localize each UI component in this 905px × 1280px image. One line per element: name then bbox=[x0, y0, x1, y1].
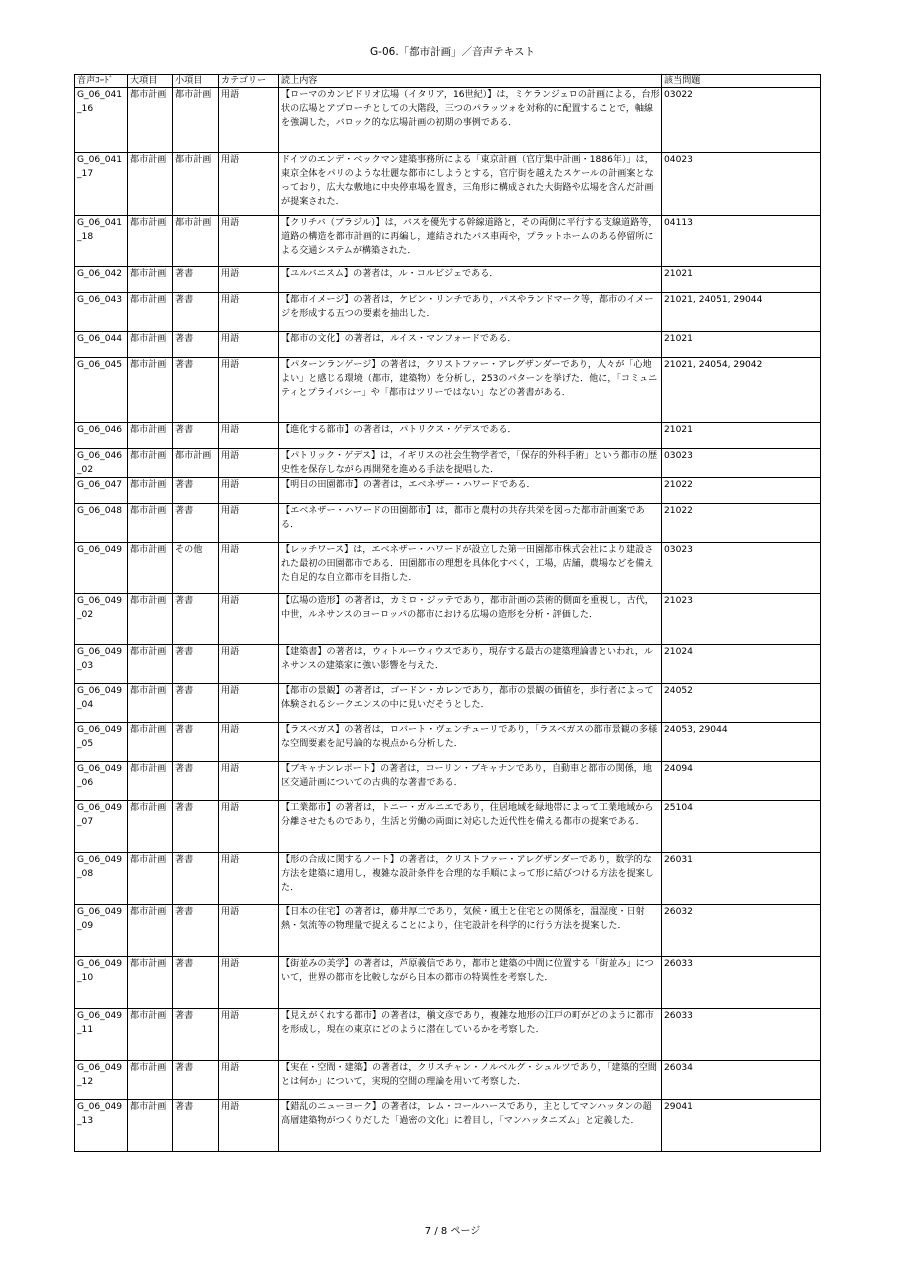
row-major: 都市計画 bbox=[128, 684, 173, 723]
row-code: G_06_041_17 bbox=[75, 153, 128, 216]
row-minor: 都市計画 bbox=[173, 153, 219, 216]
row-code: G_06_049_12 bbox=[75, 1061, 128, 1100]
row-major: 都市計画 bbox=[128, 332, 173, 358]
document-title: G-06.「都市計画」／音声テキスト bbox=[370, 46, 535, 58]
table-row bbox=[75, 762, 821, 801]
row-text: 【パターンランゲージ】の著者は，クリストファー・アレグザンダーであり，人々が「心地よい」と感じる環境（都市，建築物）を分析し，253のパターンを挙げた．他に，「コミュニティとプライバシー」や「都市はツリーではない」などの著書がある． bbox=[279, 358, 662, 423]
row-category: 用語 bbox=[219, 1061, 279, 1100]
row-code: G_06_049_06 bbox=[75, 762, 128, 801]
row-text: 【エベネザー・ハワードの田園都市】は，都市と農村の共存共栄を図った都市計画案である． bbox=[279, 504, 662, 543]
table-row bbox=[75, 594, 821, 645]
row-category: 用語 bbox=[219, 801, 279, 853]
row-minor: 著書 bbox=[173, 478, 219, 504]
row-text: 【進化する都市】の著者は，パトリクス・ゲデスである． bbox=[279, 423, 662, 449]
row-problems: 03023 bbox=[662, 449, 821, 478]
row-category: 用語 bbox=[219, 1009, 279, 1061]
row-minor: 著書 bbox=[173, 504, 219, 543]
row-minor: 著書 bbox=[173, 358, 219, 423]
row-major: 都市計画 bbox=[128, 449, 173, 478]
row-minor: 著書 bbox=[173, 853, 219, 905]
row-code: G_06_049_07 bbox=[75, 801, 128, 853]
row-problems: 04113 bbox=[662, 216, 821, 267]
row-code: G_06_049_10 bbox=[75, 957, 128, 1009]
row-problems: 21023 bbox=[662, 594, 821, 645]
row-category: 用語 bbox=[219, 905, 279, 957]
row-category: 用語 bbox=[219, 594, 279, 645]
row-minor: 著書 bbox=[173, 957, 219, 1009]
row-major: 都市計画 bbox=[128, 504, 173, 543]
row-problems: 24094 bbox=[662, 762, 821, 801]
row-text: 【街並みの美学】の著者は，芦原義信であり，都市と建築の中間に位置する「街並み」について，世界の都市を比較しながら日本の都市の特異性を考察した． bbox=[279, 957, 662, 1009]
table-row bbox=[75, 478, 821, 504]
column-header-category: カテゴリー bbox=[219, 75, 279, 88]
row-problems: 03023 bbox=[662, 543, 821, 594]
table-row bbox=[75, 1100, 821, 1152]
row-category: 用語 bbox=[219, 723, 279, 762]
row-minor: 著書 bbox=[173, 645, 219, 684]
table-row bbox=[75, 905, 821, 957]
row-text: 【形の合成に関するノート】の著者は，クリストファー・アレグザンダーであり，数学的な方法を建築に適用し，複雑な設計条件を合理的な手順によって形に結びつける方法を提案した． bbox=[279, 853, 662, 905]
row-minor: その他 bbox=[173, 543, 219, 594]
row-code: G_06_042 bbox=[75, 267, 128, 293]
row-minor: 著書 bbox=[173, 1009, 219, 1061]
row-major: 都市計画 bbox=[128, 358, 173, 423]
table-row bbox=[75, 504, 821, 543]
row-text: 【レッチワース】は，エベネザー・ハワードが設立した第一田園都市株式会社により建設された最初の田園都市である．田園都市の理想を具体化すべく，工場，店舗，農場などを備えた自足的な自立都市を目指した． bbox=[279, 543, 662, 594]
row-category: 用語 bbox=[219, 957, 279, 1009]
table-row bbox=[75, 723, 821, 762]
row-category: 用語 bbox=[219, 853, 279, 905]
row-category: 用語 bbox=[219, 1100, 279, 1152]
row-problems: 24053, 29044 bbox=[662, 723, 821, 762]
table-row bbox=[75, 332, 821, 358]
row-category: 用語 bbox=[219, 88, 279, 153]
row-category: 用語 bbox=[219, 762, 279, 801]
row-text: 【ローマのカンピドリオ広場（イタリア，16世紀）】は，ミケランジェロの計画による，台形状の広場とアプローチとしての大階段，三つのパラッツォを対称的に配置することで，軸線を強調した，バロック的な広場計画の初期の事例である． bbox=[279, 88, 662, 153]
row-code: G_06_041_16 bbox=[75, 88, 128, 153]
row-text: 【見えがくれする都市】の著者は，槇文彦であり，複雑な地形の江戸の町がどのように都市を形成し，現在の東京にどのように潜在しているかを考察した． bbox=[279, 1009, 662, 1061]
row-major: 都市計画 bbox=[128, 1100, 173, 1152]
row-minor: 著書 bbox=[173, 423, 219, 449]
row-code: G_06_049_05 bbox=[75, 723, 128, 762]
row-text: 【都市の景観】の著者は，ゴードン・カレンであり，都市の景観の価値を，歩行者によって体験されるシークエンスの中に見いだそうとした． bbox=[279, 684, 662, 723]
table-row bbox=[75, 684, 821, 723]
row-major: 都市計画 bbox=[128, 723, 173, 762]
row-code: G_06_049_13 bbox=[75, 1100, 128, 1152]
table-row bbox=[75, 957, 821, 1009]
row-problems: 21022 bbox=[662, 478, 821, 504]
row-problems: 03022 bbox=[662, 88, 821, 153]
row-problems: 26033 bbox=[662, 1009, 821, 1061]
row-text: 【日本の住宅】の著者は，藤井厚二であり，気候・風土と住宅との関係を，温湿度・日射熱・気流等の物理量で捉えることにより，住宅設計を科学的に行う方法を提案した． bbox=[279, 905, 662, 957]
row-minor: 著書 bbox=[173, 293, 219, 332]
row-problems: 29041 bbox=[662, 1100, 821, 1152]
row-code: G_06_044 bbox=[75, 332, 128, 358]
row-code: G_06_049_04 bbox=[75, 684, 128, 723]
row-category: 用語 bbox=[219, 449, 279, 478]
row-text: 【都市イメージ】の著者は，ケビン・リンチであり，パスやランドマーク等，都市のイメージを形成する五つの要素を抽出した． bbox=[279, 293, 662, 332]
row-code: G_06_049 bbox=[75, 543, 128, 594]
row-code: G_06_049_02 bbox=[75, 594, 128, 645]
row-code: G_06_049_08 bbox=[75, 853, 128, 905]
table-row bbox=[75, 543, 821, 594]
row-category: 用語 bbox=[219, 543, 279, 594]
row-major: 都市計画 bbox=[128, 267, 173, 293]
table-row bbox=[75, 216, 821, 267]
row-category: 用語 bbox=[219, 684, 279, 723]
row-minor: 著書 bbox=[173, 801, 219, 853]
row-text: 【都市の文化】の著者は，ルイス・マンフォードである． bbox=[279, 332, 662, 358]
row-text: 【クリチバ（ブラジル）】は，バスを優先する幹線道路と，その両側に平行する支線道路等，道路の構造を都市計画的に再編し，連結されたバス車両や，プラットホームのある停留所による交通システムが構築された． bbox=[279, 216, 662, 267]
row-problems: 26032 bbox=[662, 905, 821, 957]
row-problems: 21022 bbox=[662, 504, 821, 543]
row-major: 都市計画 bbox=[128, 762, 173, 801]
table-row bbox=[75, 645, 821, 684]
row-minor: 著書 bbox=[173, 594, 219, 645]
row-major: 都市計画 bbox=[128, 423, 173, 449]
row-category: 用語 bbox=[219, 332, 279, 358]
row-major: 都市計画 bbox=[128, 216, 173, 267]
row-text: 【ユルバニスム】の著者は，ル・コルビジェである． bbox=[279, 267, 662, 293]
row-category: 用語 bbox=[219, 153, 279, 216]
row-category: 用語 bbox=[219, 423, 279, 449]
row-text: 【ラスベガス】の著者は，ロバート・ヴェンチューリであり，「ラスベガスの都市景観の多様な空間要素を記号論的な視点から分析した． bbox=[279, 723, 662, 762]
row-major: 都市計画 bbox=[128, 957, 173, 1009]
row-problems: 21021 bbox=[662, 332, 821, 358]
row-minor: 著書 bbox=[173, 1061, 219, 1100]
row-problems: 26034 bbox=[662, 1061, 821, 1100]
table-row bbox=[75, 423, 821, 449]
table-row bbox=[75, 153, 821, 216]
row-text: 【工業都市】の著者は，トニー・ガルニエであり，住居地域を緑地帯によって工業地域から分離させたものであり，生活と労働の両面に対応した近代性を備える都市の提案である． bbox=[279, 801, 662, 853]
table-row bbox=[75, 853, 821, 905]
row-category: 用語 bbox=[219, 478, 279, 504]
table-row bbox=[75, 293, 821, 332]
row-category: 用語 bbox=[219, 358, 279, 423]
row-minor: 都市計画 bbox=[173, 449, 219, 478]
row-major: 都市計画 bbox=[128, 153, 173, 216]
table-row bbox=[75, 449, 821, 478]
row-text: 【ブキャナンレポート】の著者は，コーリン・ブキャナンであり，自動車と都市の関係，地区交通計画についての古典的な著書である． bbox=[279, 762, 662, 801]
row-minor: 著書 bbox=[173, 684, 219, 723]
table-row bbox=[75, 801, 821, 853]
column-header-code: 音声ｺｰﾄﾞ bbox=[75, 75, 128, 88]
row-minor: 著書 bbox=[173, 905, 219, 957]
table-row bbox=[75, 1061, 821, 1100]
row-text: 【明日の田園都市】の著者は，エベネザー・ハワードである． bbox=[279, 478, 662, 504]
row-code: G_06_043 bbox=[75, 293, 128, 332]
row-major: 都市計画 bbox=[128, 801, 173, 853]
table-row bbox=[75, 358, 821, 423]
column-header-problems: 該当問題 bbox=[662, 75, 821, 88]
row-minor: 都市計画 bbox=[173, 216, 219, 267]
row-major: 都市計画 bbox=[128, 478, 173, 504]
row-problems: 26031 bbox=[662, 853, 821, 905]
column-header-text: 読上内容 bbox=[279, 75, 662, 88]
row-minor: 著書 bbox=[173, 1100, 219, 1152]
row-problems: 21021 bbox=[662, 423, 821, 449]
row-category: 用語 bbox=[219, 216, 279, 267]
row-code: G_06_049_03 bbox=[75, 645, 128, 684]
row-code: G_06_046_02 bbox=[75, 449, 128, 478]
row-minor: 都市計画 bbox=[173, 88, 219, 153]
row-category: 用語 bbox=[219, 267, 279, 293]
row-text: 【広場の造形】の著者は，カミロ・ジッテであり，都市計画の芸術的側面を重視し，古代，中世，ルネサンスのヨーロッパの都市における広場の造形を分析・評価した． bbox=[279, 594, 662, 645]
row-major: 都市計画 bbox=[128, 1009, 173, 1061]
row-problems: 04023 bbox=[662, 153, 821, 216]
row-problems: 25104 bbox=[662, 801, 821, 853]
row-problems: 21021, 24054, 29042 bbox=[662, 358, 821, 423]
row-text: ドイツのエンデ・ベックマン建築事務所による「東京計画（官庁集中計画・1886年）」は，東京全体をパリのような壮麗な都市にしようとする，官庁街を越えたスケールの計画案となっており，広大な敷地に中央停車場を置き，三角形に構成された大街路や広場を含んだ計画が提案された． bbox=[279, 153, 662, 216]
row-minor: 著書 bbox=[173, 267, 219, 293]
column-header-minor: 小項目 bbox=[173, 75, 219, 88]
row-major: 都市計画 bbox=[128, 1061, 173, 1100]
table-row bbox=[75, 1009, 821, 1061]
table-header-row bbox=[75, 75, 821, 88]
row-problems: 21021, 24051, 29044 bbox=[662, 293, 821, 332]
row-category: 用語 bbox=[219, 645, 279, 684]
row-problems: 21024 bbox=[662, 645, 821, 684]
row-code: G_06_047 bbox=[75, 478, 128, 504]
row-major: 都市計画 bbox=[128, 853, 173, 905]
row-text: 【パトリック・ゲデス】は，イギリスの社会生物学者で，「保存的外科手術」という都市の歴史性を保存しながら再開発を進める手法を提唱した． bbox=[279, 449, 662, 478]
row-code: G_06_041_18 bbox=[75, 216, 128, 267]
row-category: 用語 bbox=[219, 504, 279, 543]
row-major: 都市計画 bbox=[128, 543, 173, 594]
row-code: G_06_049_11 bbox=[75, 1009, 128, 1061]
row-category: 用語 bbox=[219, 293, 279, 332]
row-major: 都市計画 bbox=[128, 645, 173, 684]
table-row bbox=[75, 267, 821, 293]
table-row bbox=[75, 88, 821, 153]
column-header-major: 大項目 bbox=[128, 75, 173, 88]
row-code: G_06_045 bbox=[75, 358, 128, 423]
row-minor: 著書 bbox=[173, 723, 219, 762]
audio-text-table bbox=[74, 74, 821, 1152]
row-problems: 21021 bbox=[662, 267, 821, 293]
row-code: G_06_049_09 bbox=[75, 905, 128, 957]
row-major: 都市計画 bbox=[128, 594, 173, 645]
row-major: 都市計画 bbox=[128, 293, 173, 332]
row-text: 【建築書】の著者は，ウィトルーウィウスであり，現存する最古の建築理論書といわれ，ルネサンスの建築家に強い影響を与えた． bbox=[279, 645, 662, 684]
row-major: 都市計画 bbox=[128, 88, 173, 153]
row-minor: 著書 bbox=[173, 332, 219, 358]
row-code: G_06_048 bbox=[75, 504, 128, 543]
row-code: G_06_046 bbox=[75, 423, 128, 449]
row-problems: 26033 bbox=[662, 957, 821, 1009]
row-text: 【実在・空間・建築】の著者は，クリスチャン・ノルベルグ・シュルツであり，「建築的空間とは何か」について，実現的空間の理論を用いて考察した． bbox=[279, 1061, 662, 1100]
row-minor: 著書 bbox=[173, 762, 219, 801]
row-major: 都市計画 bbox=[128, 905, 173, 957]
row-text: 【錯乱のニューヨーク】の著者は，レム・コールハースであり，主としてマンハッタンの超高層建築物がつくりだした「過密の文化」に着目し，「マンハッタニズム」と定義した． bbox=[279, 1100, 662, 1152]
page-number: 7 / 8 ページ bbox=[424, 1226, 481, 1237]
row-problems: 24052 bbox=[662, 684, 821, 723]
